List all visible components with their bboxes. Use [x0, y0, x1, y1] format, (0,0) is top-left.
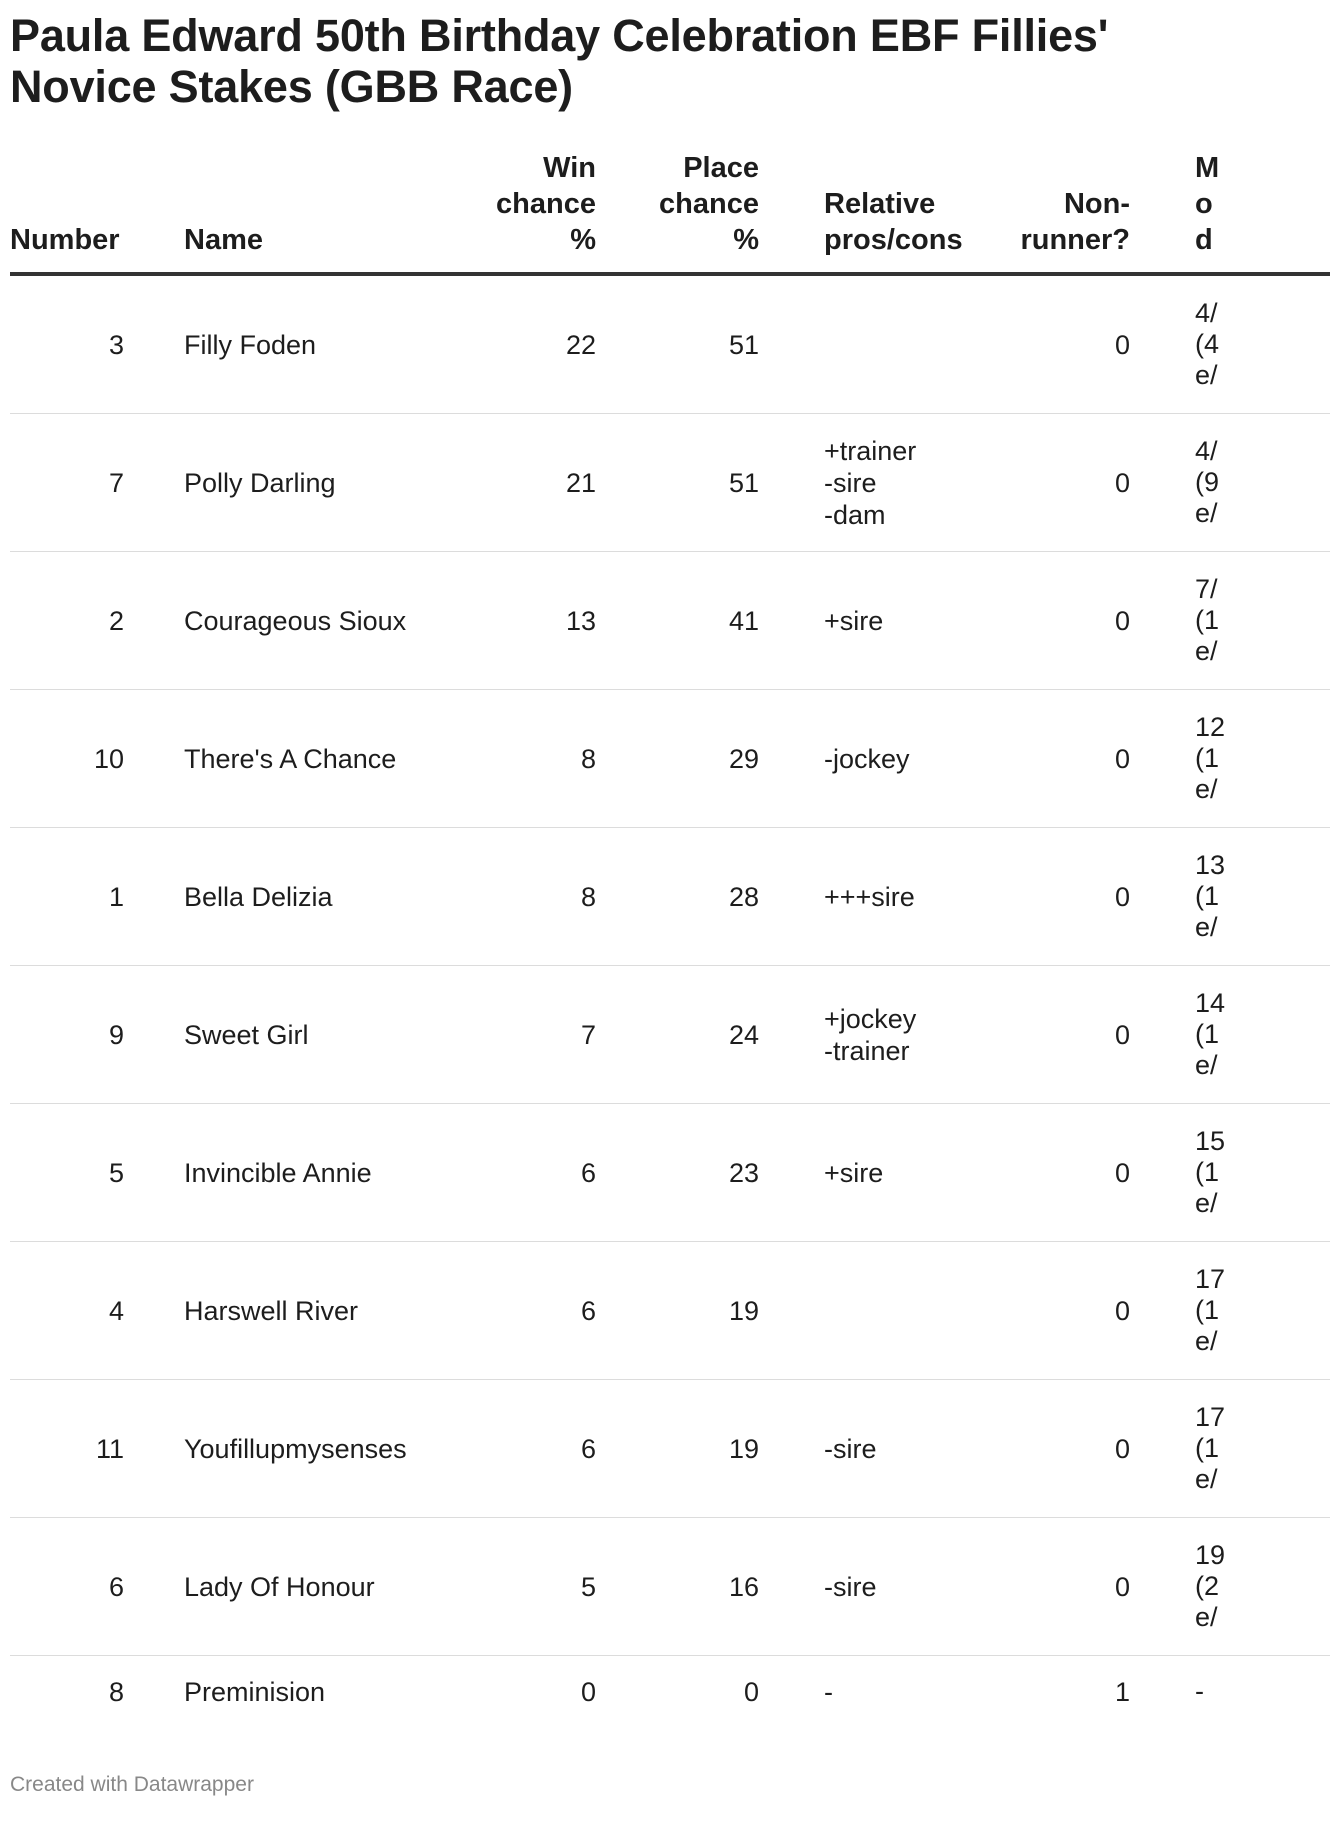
cell-win-chance: 22: [450, 274, 596, 414]
cell-place-chance: 28: [596, 828, 759, 966]
header-odds[interactable]: M od: [1195, 150, 1330, 274]
cell-name: Bella Delizia: [184, 828, 450, 966]
cell-win-chance: 6: [450, 1380, 596, 1518]
cell-non-runner: 0: [984, 1242, 1130, 1380]
cell-pros-cons: -sire: [824, 1380, 984, 1518]
cell-non-runner: 0: [984, 274, 1130, 414]
cell-name: Youfillupmysenses: [184, 1380, 450, 1518]
cell-place-chance: 41: [596, 552, 759, 690]
cell-odds: 15 (1 e/: [1195, 1104, 1330, 1242]
cell-name: Harswell River: [184, 1242, 450, 1380]
header-pros-cons[interactable]: Relative pros/cons: [824, 150, 984, 274]
cell-pros-cons: [824, 274, 984, 414]
cell-non-runner: 0: [984, 414, 1130, 552]
cell-non-runner: 0: [984, 1518, 1130, 1656]
table-row: [10, 1104, 1330, 1242]
footer-credit[interactable]: Created with Datawrapper: [10, 1773, 254, 1796]
cell-name: Invincible Annie: [184, 1104, 450, 1242]
cell-number: 8: [108, 1677, 124, 1707]
header-name[interactable]: Name: [184, 150, 450, 274]
header-non-runner[interactable]: Non-runner?: [984, 150, 1130, 274]
cell-win-chance: 13: [450, 552, 596, 690]
cell-pros-cons: [824, 1242, 984, 1380]
cell-odds: 17 (1 e/: [1195, 1380, 1330, 1518]
cell-odds: 13 (1 e/: [1195, 828, 1330, 966]
table-row: [10, 966, 1330, 1104]
race-table: [10, 150, 1330, 1751]
table-row: [10, 1656, 1330, 1752]
cell-pros-cons: -: [824, 1677, 833, 1707]
cell-number: 10: [10, 690, 124, 828]
cell-number: 6: [10, 1518, 124, 1656]
table-row: [10, 552, 1330, 690]
cell-odds: 19 (2 e/: [1195, 1518, 1330, 1656]
cell-win-chance: 8: [450, 690, 596, 828]
table-row: [10, 1518, 1330, 1656]
header-place-chance[interactable]: Place chance %: [596, 150, 759, 274]
cell-pros-cons: +trainer -sire -dam: [824, 414, 984, 552]
cell-place-chance: 23: [596, 1104, 759, 1242]
cell-win-chance: 7: [450, 966, 596, 1104]
cell-name: Sweet Girl: [184, 966, 450, 1104]
cell-place-chance: 24: [596, 966, 759, 1104]
header-number[interactable]: Number: [10, 150, 124, 274]
cell-number: 9: [10, 966, 124, 1104]
header-win-chance[interactable]: Win chance %: [450, 150, 596, 274]
cell-pros-cons: +++sire: [824, 828, 984, 966]
cell-pros-cons: +jockey -trainer: [824, 966, 984, 1104]
cell-win-chance: 6: [450, 1104, 596, 1242]
cell-place-chance: 51: [596, 414, 759, 552]
table-row: [10, 828, 1330, 966]
cell-win-chance: 5: [450, 1518, 596, 1656]
cell-odds: -: [1195, 1676, 1204, 1706]
cell-pros-cons: -jockey: [824, 690, 984, 828]
table-viewport: [10, 150, 1226, 1750]
cell-win-chance: 0: [580, 1677, 596, 1707]
page-title: Paula Edward 50th Birthday Celebration EBF Fillies' Novice Stakes (GBB Race): [10, 10, 1109, 112]
cell-non-runner: 0: [984, 690, 1130, 828]
cell-number: 2: [10, 552, 124, 690]
cell-win-chance: 6: [450, 1242, 596, 1380]
cell-number: 3: [10, 274, 124, 414]
cell-odds: 12 (1 e/: [1195, 690, 1330, 828]
cell-pros-cons: +sire: [824, 552, 984, 690]
chart-container: [10, 0, 1226, 1796]
table-row: [10, 1380, 1330, 1518]
cell-name: Lady Of Honour: [184, 1518, 450, 1656]
cell-pros-cons: -sire: [824, 1518, 984, 1656]
cell-place-chance: 0: [743, 1677, 759, 1707]
cell-place-chance: 16: [596, 1518, 759, 1656]
cell-name: Filly Foden: [184, 274, 450, 414]
cell-non-runner: 0: [984, 828, 1130, 966]
table-header-row: [10, 150, 1330, 274]
cell-win-chance: 8: [450, 828, 596, 966]
table-row: [10, 414, 1330, 552]
cell-place-chance: 19: [596, 1380, 759, 1518]
cell-number: 4: [10, 1242, 124, 1380]
cell-name: There's A Chance: [184, 690, 450, 828]
cell-non-runner: 0: [984, 966, 1130, 1104]
table-body: [10, 274, 1330, 1751]
cell-name: Courageous Sioux: [184, 552, 450, 690]
cell-odds: 4/ (4 e/: [1195, 274, 1330, 414]
cell-non-runner: 1: [1114, 1677, 1130, 1707]
cell-place-chance: 19: [596, 1242, 759, 1380]
table-row: [10, 274, 1330, 414]
cell-odds: 14 (1 e/: [1195, 966, 1330, 1104]
cell-odds: 7/ (1 e/: [1195, 552, 1330, 690]
cell-number: 1: [10, 828, 124, 966]
cell-non-runner: 0: [984, 552, 1130, 690]
cell-non-runner: 0: [984, 1380, 1130, 1518]
cell-number: 5: [10, 1104, 124, 1242]
cell-non-runner: 0: [984, 1104, 1130, 1242]
table-row: [10, 1242, 1330, 1380]
cell-number: 11: [10, 1380, 124, 1518]
cell-place-chance: 51: [596, 274, 759, 414]
cell-number: 7: [10, 414, 124, 552]
cell-odds: 17 (1 e/: [1195, 1242, 1330, 1380]
cell-win-chance: 21: [450, 414, 596, 552]
cell-place-chance: 29: [596, 690, 759, 828]
cell-odds: 4/ (9 e/: [1195, 414, 1330, 552]
cell-name: Polly Darling: [184, 414, 450, 552]
cell-pros-cons: +sire: [824, 1104, 984, 1242]
table-row: [10, 690, 1330, 828]
cell-name: Preminision: [184, 1677, 326, 1707]
